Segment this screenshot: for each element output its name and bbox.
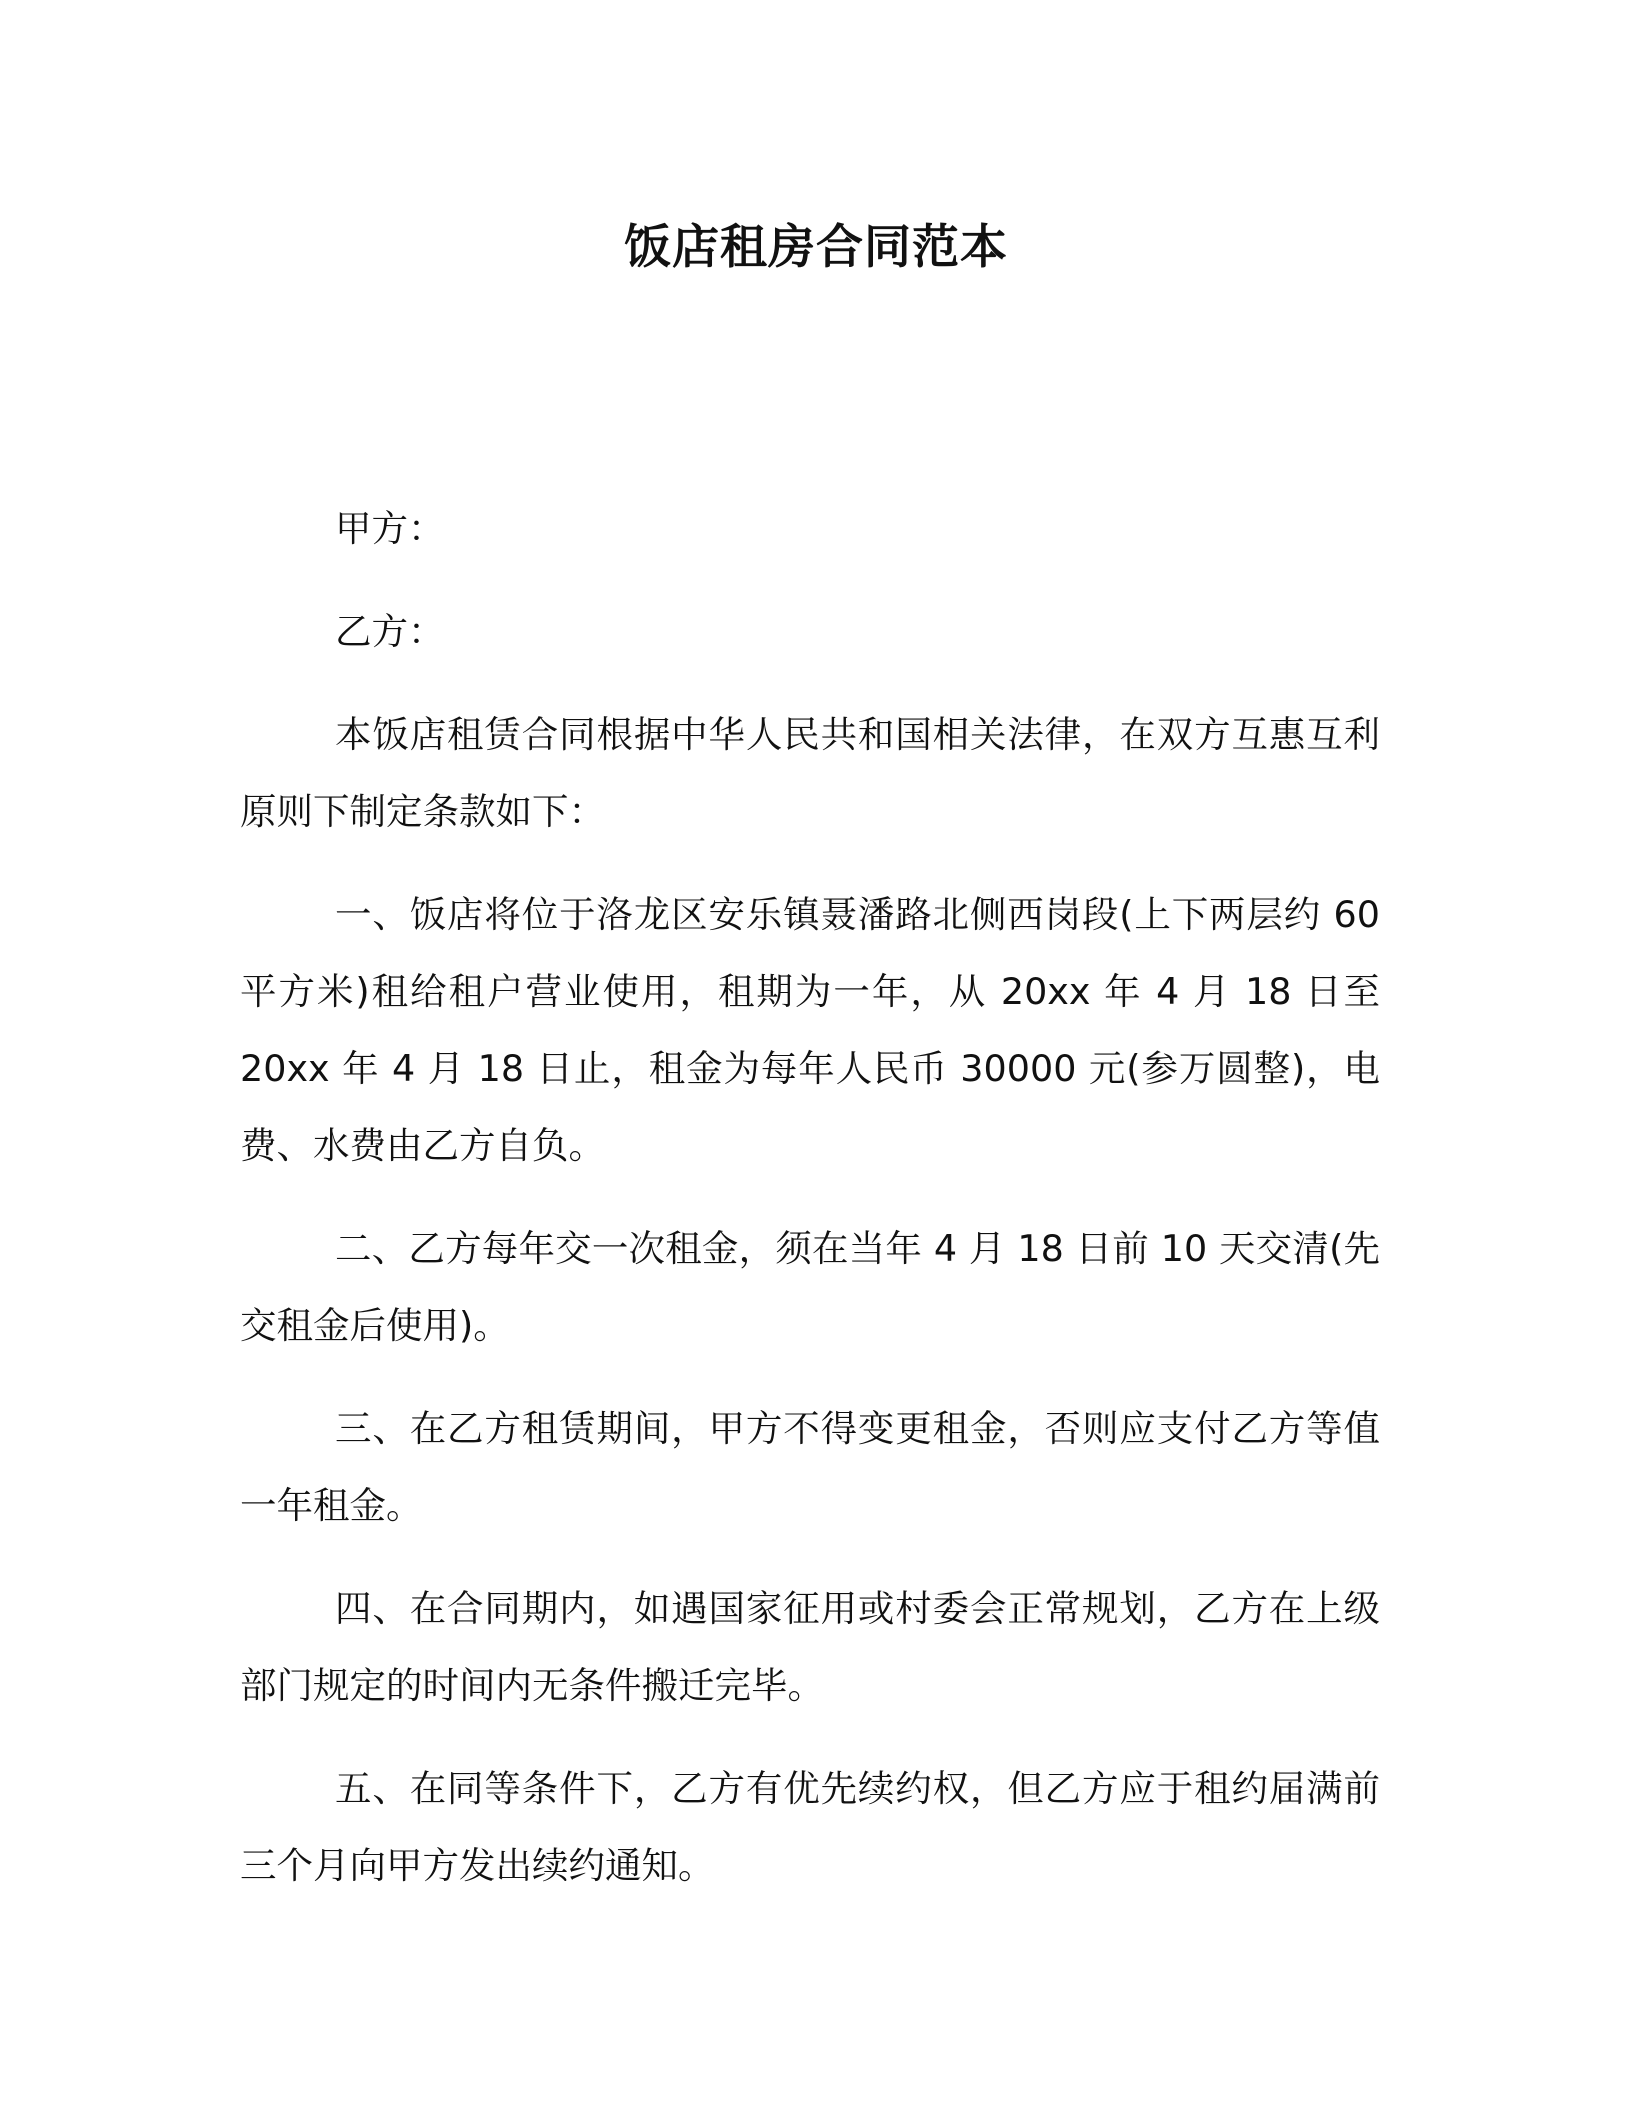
clause-5-paragraph: 五、在同等条件下，乙方有优先续约权，但乙方应于租约届满前三个月向甲方发出续约通知。 — [240, 1767, 1380, 1887]
intro-paragraph: 本饭店租赁合同根据中华人民共和国相关法律，在双方互惠互利原则下制定条款如下： — [240, 713, 1380, 833]
party-a-line: 甲方： — [335, 507, 445, 550]
document-body — [240, 490, 1380, 1904]
party-b-line: 乙方： — [335, 610, 445, 653]
document-title: 饭店租房合同范本 — [624, 220, 1008, 275]
clause-1-paragraph: 一、饭店将位于洛龙区安乐镇聂潘路北侧西岗段(上下两层约 60 平方米)租给租户营业使用，租期为一年，从 20xx 年 4 月 18 日至 20xx 年 4 月 18 日止，租金为每年人民币 30000 元(参万圆整)，电费、水费由乙方自负。 — [240, 893, 1380, 1167]
clause-2-paragraph: 二、乙方每年交一次租金，须在当年 4 月 18 日前 10 天交清(先交租金后使用)。 — [240, 1227, 1380, 1347]
clause-4-paragraph: 四、在合同期内，如遇国家征用或村委会正常规划，乙方在上级部门规定的时间内无条件搬迁完毕。 — [240, 1587, 1380, 1707]
clause-3-paragraph: 三、在乙方租赁期间，甲方不得变更租金，否则应支付乙方等值一年租金。 — [240, 1407, 1380, 1527]
